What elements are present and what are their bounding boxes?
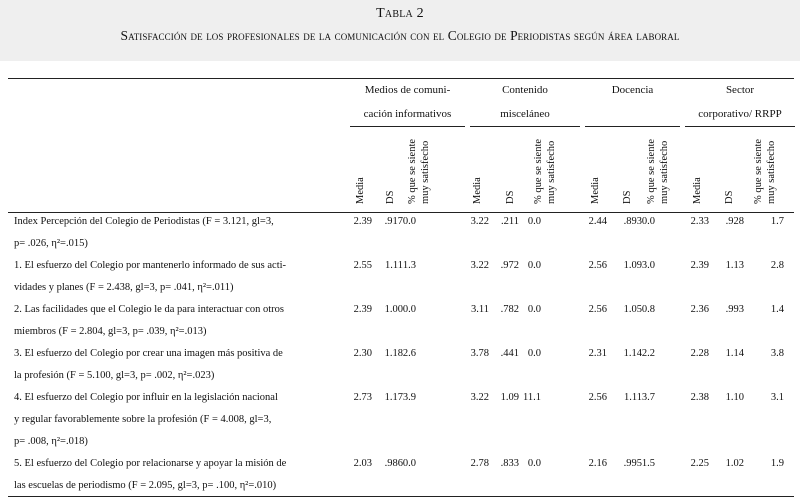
table-cell: 2.78 — [470, 458, 489, 469]
table-caption — [0, 0, 800, 61]
row-label-line: y regular favorablemente sobre la profesión (F = 4.008, gl=3, — [14, 414, 272, 425]
table-cell: 0.0 — [402, 458, 416, 469]
subheader-media: Media — [472, 177, 483, 204]
table-cell: 2.39 — [690, 260, 709, 271]
bottom-rule — [8, 496, 794, 497]
table-cell: .211 — [501, 216, 519, 227]
table-cell: 0.0 — [527, 458, 541, 469]
table-cell: 2.56 — [588, 260, 607, 271]
table-cell: 2.28 — [690, 348, 709, 359]
row-label-line: 1. El esfuerzo del Colegio por mantenerlo informado de sus acti- — [14, 260, 287, 271]
table-cell: 0.0 — [402, 304, 416, 315]
table-cell: 3.8 — [770, 348, 784, 359]
table-cell: 2.56 — [588, 392, 607, 403]
subheader-ds: DS — [385, 190, 396, 204]
table-cell: 1.3 — [402, 260, 416, 271]
table-cell: 1.09 — [623, 260, 642, 271]
subheader-pct-line2: muy satisfecho — [420, 140, 431, 204]
table-cell: 0.0 — [527, 304, 541, 315]
table-cell: 1.00 — [384, 304, 403, 315]
subheader-pct-line2: muy satisfecho — [766, 140, 777, 204]
group-header-docencia: Docencia — [611, 84, 654, 96]
table-cell: .995 — [623, 458, 642, 469]
table-cell: 2.73 — [353, 392, 372, 403]
table-cell: .993 — [725, 304, 744, 315]
row-label-line: p= .008, η²=.018) — [14, 436, 88, 447]
table-cell: 2.03 — [353, 458, 372, 469]
table-cell: 0.0 — [402, 216, 416, 227]
table-cell: 1.05 — [623, 304, 642, 315]
subheader-ds: DS — [505, 190, 516, 204]
table-cell: 2.38 — [690, 392, 709, 403]
subheader-ds: DS — [622, 190, 633, 204]
table-title: Satisfacción de los profesionales de la comunicación con el Colegio de Periodistas según área laboral — [120, 28, 680, 43]
table-cell: 1.09 — [500, 392, 519, 403]
row-label-line: las escuelas de periodismo (F = 2.095, gl=3, p= .100, η²=.010) — [14, 480, 277, 491]
row-label-line: 4. El esfuerzo del Colegio por influir en la legislación nacional — [14, 392, 278, 403]
table-number: Tabla 2 — [376, 6, 424, 21]
subheader-pct-line1: % que se siente — [646, 138, 657, 204]
table-cell: 1.11 — [385, 260, 403, 271]
subheader-pct-line2: muy satisfecho — [659, 140, 670, 204]
table-cell: 1.9 — [770, 458, 784, 469]
row-label — [14, 211, 344, 255]
table-cell: 0.0 — [527, 348, 541, 359]
table-cell: 1.13 — [725, 260, 744, 271]
row-label-line: 3. El esfuerzo del Colegio por crear una imagen más positiva de — [14, 348, 283, 359]
table-cell: 0.0 — [641, 216, 655, 227]
table-cell: 3.22 — [470, 392, 489, 403]
table-cell: 1.10 — [725, 392, 744, 403]
group-rule-docencia — [585, 126, 680, 127]
table-cell: 2.2 — [641, 348, 655, 359]
group-rule-medios — [350, 126, 465, 127]
table-cell: 2.30 — [353, 348, 372, 359]
table-cell: 1.7 — [770, 216, 784, 227]
table-cell: 1.02 — [725, 458, 744, 469]
table-cell: 1.17 — [384, 392, 403, 403]
row-label — [14, 299, 344, 343]
table-cell: 1.5 — [641, 458, 655, 469]
subheader-media: Media — [355, 177, 366, 204]
table-cell: 2.33 — [690, 216, 709, 227]
row-label-line: la profesión (F = 5.100, gl=3, p= .002, η²=.023) — [14, 370, 215, 381]
table-cell: 2.39 — [353, 304, 372, 315]
table-cell: .917 — [384, 216, 403, 227]
row-label-line: 2. Las facilidades que el Colegio le da para interactuar con otros — [14, 304, 284, 315]
subheader-pct-line1: % que se siente — [533, 138, 544, 204]
table-cell: 2.39 — [353, 216, 372, 227]
row-label-line: vidades y planes (F = 2.438, gl=3, p= .041, η²=.011) — [14, 282, 234, 293]
table-cell: 2.6 — [402, 348, 416, 359]
table-cell: 1.14 — [725, 348, 744, 359]
group-rule-contenido — [470, 126, 580, 127]
table-cell: 1.14 — [623, 348, 642, 359]
row-label — [14, 453, 344, 497]
table-cell: 1.4 — [770, 304, 784, 315]
table-cell: 3.0 — [641, 260, 655, 271]
table-cell: 3.78 — [470, 348, 489, 359]
table-cell: .893 — [623, 216, 642, 227]
row-label-line: p= .026, η²=.015) — [14, 238, 88, 249]
table-cell: 2.36 — [690, 304, 709, 315]
table-cell: 3.22 — [470, 216, 489, 227]
table-cell: 11.1 — [523, 392, 541, 403]
subheader-ds: DS — [724, 190, 735, 204]
group-header-contenido: Contenido misceláneo — [500, 84, 550, 120]
table-cell: .972 — [500, 260, 519, 271]
row-label — [14, 255, 344, 299]
table-cell: 1.18 — [384, 348, 403, 359]
table-cell: .986 — [384, 458, 403, 469]
table-cell: 0.0 — [527, 216, 541, 227]
table-cell: 0.0 — [527, 260, 541, 271]
table-cell: 2.31 — [588, 348, 607, 359]
row-label-line: miembros (F = 2.804, gl=3, p= .039, η²=.013) — [14, 326, 207, 337]
table-cell: 2.55 — [353, 260, 372, 271]
table-cell: 2.44 — [588, 216, 607, 227]
table-cell: 3.22 — [470, 260, 489, 271]
row-label — [14, 387, 344, 453]
table-cell: .928 — [725, 216, 744, 227]
table-cell: 3.1 — [770, 392, 784, 403]
subheader-media: Media — [590, 177, 601, 204]
table-cell: 2.16 — [588, 458, 607, 469]
table-cell: 0.8 — [641, 304, 655, 315]
table-cell: 3.9 — [402, 392, 416, 403]
table-cell: .782 — [500, 304, 519, 315]
subheader-pct-line1: % que se siente — [407, 138, 418, 204]
table-cell: .441 — [500, 348, 519, 359]
table-cell: 1.11 — [624, 392, 642, 403]
subheader-media: Media — [692, 177, 703, 204]
table-cell: 2.56 — [588, 304, 607, 315]
subheader-pct-line1: % que se siente — [753, 138, 764, 204]
table-cell: .833 — [500, 458, 519, 469]
group-rule-sector — [685, 126, 795, 127]
table-cell: 3.7 — [641, 392, 655, 403]
row-label — [14, 343, 344, 387]
table-cell: 2.25 — [690, 458, 709, 469]
group-header-sector: Sector corporativo/ RRPP — [698, 84, 782, 120]
group-header-medios: Medios de comuni- cación informativos — [363, 84, 452, 120]
row-label-line: Index Percepción del Colegio de Periodistas (F = 3.121, gl=3, — [14, 216, 274, 227]
table-cell: 3.11 — [471, 304, 489, 315]
row-label-line: 5. El esfuerzo del Colegio por relacionarse y apoyar la misión de — [14, 458, 287, 469]
subheader-pct-line2: muy satisfecho — [546, 140, 557, 204]
table-cell: 2.8 — [770, 260, 784, 271]
